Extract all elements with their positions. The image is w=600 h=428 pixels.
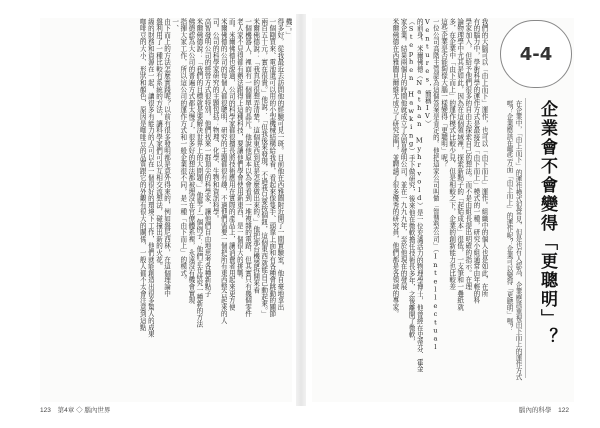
text-column: 多，在企業中「由下而上」的運作模式比較少見，但是相較之下，企業的創新能力也比較差 [447,18,456,290]
text-column: 一個剛買來、電池還可以用的小型機械結構給我看，看起來像隻手、頭靠上面和有各種會跳動的關節 [267,18,276,318]
book-gutter [296,14,306,406]
left-footer [40,405,115,414]
text-column: 高智發明公司的經營方式很特別，他們找來一群頂尖的科學家，讓他們自由地思考各種新點子 [203,18,212,297]
title-divider [525,98,526,378]
chapter-label-badge [500,20,572,88]
section-title-wrap [535,100,560,400]
right-page-text [312,18,488,402]
left-running-head: 第4章 ◇ 腦內世界 [57,407,111,414]
text-column: 論物理學中尤其是如此，因為在這個領域裡，探索新點子的「起始成本」很低，一支筆和一疊紙就 [455,18,464,311]
right-page-number: 122 [558,407,569,414]
intro-line-2: 嗎？企業應該在哪些方面「由下而上」的運作呢？企業可以變得「更聰明」嗎？ [505,100,513,331]
left-page [40,18,292,402]
text-column: 的前身。米爾佛德（Nathan Myhrvold）是一位充滿活力的物理學博士，他曾經在史蒂芬．霍金 [415,18,424,373]
text-column: 這些企業是否能夠像大腦一樣變得「更聰明」呢？ [439,18,448,168]
text-column: 咖啡豆的大小、形狀和顏色，原因是咖啡豆的品質跟它的外觀有很大的關係，一般人都不太會注意到這點 [138,18,147,331]
text-column: 級的財務和資源在一起，讓很多有能力的人可以在一個很好的環境下工作，他們就能創造出很多驚人的成果 [146,18,155,338]
text-column: 盤利用了一種比較有系統的方法，讓科學家們可以互相交流想法，碰撞出新的火花。 [154,18,163,270]
text-column: 機」。」 [284,18,292,39]
text-column: 學家加入，但給予他們很多的自由去探索自己的想法。而不是由組長提出明確的指示。在理 [463,18,472,290]
text-column: 一個機器人，裡面有一個簡單的晶片。他說他原本以為會看到一堆複雜的電路，但其實只有幾個零件 [243,18,252,318]
text-column: （Stephen Hawking）手下做研究，後來他在微軟擔任技術長多年，之後離開了微軟， [407,18,416,345]
text-column: 米爾佛德說：「我們的目標就是要解決世界上的大問題。」他舉了一個例子：他們正在研究一種新的方法 [194,18,203,328]
chapter-number: 4-4 [519,43,553,65]
text-column: 司。公司的科學家研究的主題包括：物理、化學、生物和資訊科學。 [211,18,220,222]
section-intro [504,100,522,400]
right-running-head: 腦內的科學 [518,407,552,414]
text-column: 米爾佛德的公司的每個人都很聰明，研究的主題都很有趣，不過他們需要一個把所有東西整合起來的人 [219,18,228,324]
text-column: 家企業。結果兩個月的時間他就成立了高智發明公司，並在一九九九年，至於他現在的發展 [399,18,408,290]
text-column: 指揮大家工作，所以這公司的運作方式和一般企業很不同，是一種「由下而上」的模式。 [178,18,187,284]
text-column: 兩百五十元，實在很貴。」他說：「但我後來發現，不過我只要按個鈕，這個東西就能自己動起來。」 [259,18,268,318]
text-column: 由下而上的方法怎麼實踐呢？以前有很多發明都是意外得來的，例如盤尼西林，在這個理論中 [162,18,171,297]
text-column: 得多好，從我最近去訪問他的經驗可見一斑。目前他在西雅圖附近開了一間實驗室，他自豪地拿出 [275,18,284,311]
text-column: 而。米爾佛德也說過，公司的科學家都很擅長將技術應用在實際的產品上，讓消費者用起來更方便 [227,18,236,311]
text-column: 有的腦力中，學術科學的運作方式是最接近「由下而上」模式的一種，研究小組通常由年輕的科 [471,18,480,304]
left-page-text [40,18,292,402]
text-column: 老人家不見得都有辦法跟得上這種科技，要讓他們學會使用新東西，是一個很大的挑戰。 [235,18,244,284]
text-column: 一、 [170,18,179,32]
right-page [312,18,574,402]
text-column: 一位公司高階主管認為這個答案是肯定的。他把這家公司叫做「智慧型公司」（Intellectual Ventures，簡稱IV） [423,18,440,352]
text-column: 米爾佛德說：「我真的很想弄清楚，這個東西到底是怎麼做出來的。」他把那台機器拆開來看 [251,18,260,294]
text-column: 米爾佛德在西雅圖貝爾維尤成立了研究部門，並聘請了很多優秀的研究員，他們都是各領域的專家。 [390,18,399,318]
intro-line-1: 在企業中，「由上而下」的運作模式很常見，但是也有人認為，企業應該重視由下而上的運作方式 [514,100,522,381]
text-column: 我們的大腦可以「由上而下」運作，也可以「由下而上」運作。組織中的個人也是如此，在所 [480,18,488,297]
left-page-number: 123 [40,407,51,414]
text-column: 佛德認為大公司的普遍方式都太慢了，很多好的想法都被埋沒在官僚體系裡，永遠沒有機會實現 [186,18,195,304]
right-footer [519,405,574,414]
section-title: 企業會不會變得「更聰明」？ [537,100,557,347]
